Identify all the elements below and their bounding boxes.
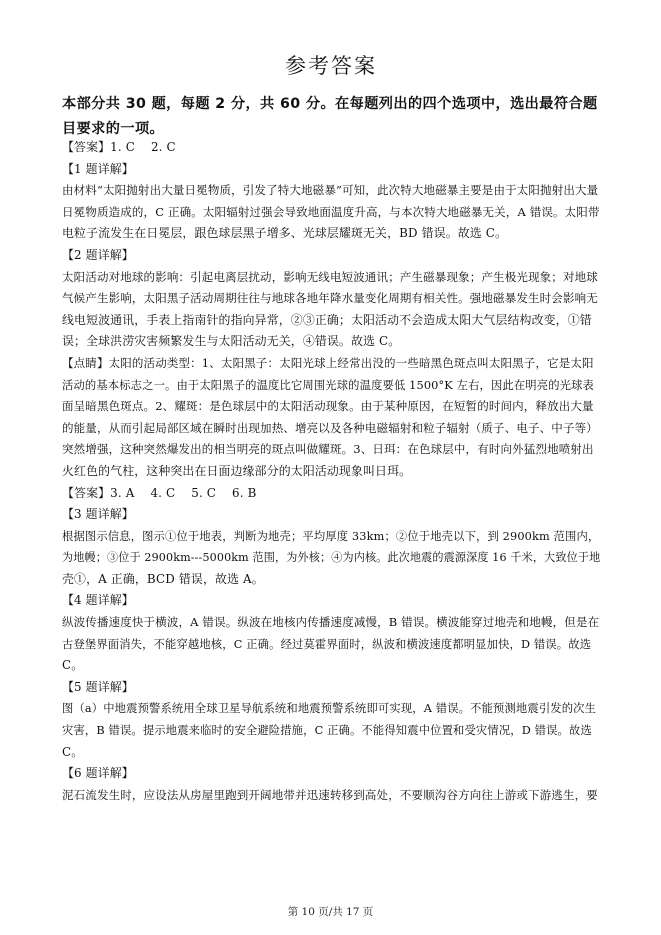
text-line: 【6 题详解】 [62, 766, 134, 781]
text-line: 【点睛】太阳的活动类型：1、太阳黑子：太阳光球上经常出没的一些暗黑色斑点叫太阳黑子，它是太阳 [62, 355, 594, 370]
text-line: 【1 题详解】 [62, 161, 134, 176]
text-line: 日冕物质造成的，C 正确。太阳辐射过强会导致地面温度升高，与本次特大地磁暴无关，A 错误。太阳带 [62, 204, 600, 219]
text-line: 电粒子流发生在日冕层，跟色球层黑子增多、光球层耀斑无关，BD 错误。故选 C。 [62, 226, 508, 241]
page-title: 参考答案 [285, 54, 377, 78]
text-line: 图（a）中地震预警系统用全球卫星导航系统和地震预警系统即可实现，A 错误。不能预测地震引发的次生 [62, 702, 597, 716]
text-line: 的能量，从而引起局部区域在瞬时出现加热、增亮以及各种电磁辐射和粒子辐射（质子、电子、中子等） [62, 420, 598, 435]
text-line: 气候产生影响，太阳黑子活动周期往往与地球各地年降水量变化周期有相关性。强地磁暴发生时会影响无 [62, 291, 598, 306]
text-line: 纵波传播速度快于横波，A 错误。纵波在地核内传播速度减慢，B 错误。横波能穿过地壳和地幔，但是在 [62, 615, 600, 630]
text-line: 【3 题详解】 [62, 507, 134, 522]
text-line: 古登堡界面消失，不能穿越地核，C 正确。经过莫霍界面时，纵波和横波速度都明显加快，D 错误。故选 [62, 637, 592, 651]
text-line: 泥石流发生时，应设法从房屋里跑到开阔地带并迅速转移到高处，不要顺沟谷方向往上游或下游逃生，要 [62, 787, 598, 802]
text-line: 太阳活动对地球的影响：引起电离层扰动，影响无线电短波通讯；产生磁暴现象；产生极光现象；对地球 [62, 269, 598, 284]
text-line: 【4 题详解】 [62, 593, 134, 608]
answer-content [62, 137, 600, 806]
text-line: 面呈暗黑色斑点。2、耀斑：是色球层中的太阳活动现象。由于某种原因，在短暂的时间内，释放出大量 [62, 399, 594, 414]
section-intro: 本部分共 30 题，每题 2 分，共 60 分。在每题列出的四个选项中，选出最符合题目要求的一项。 [62, 96, 598, 137]
page-footer: 第 10 页/共 17 页 [287, 906, 374, 918]
text-line: 突然增强，这种突然爆发出的相当明亮的斑点叫做耀斑。3、日珥：在色球层中，有时向外猛烈地喷射出 [62, 442, 594, 457]
text-line: 壳①，A 正确，BCD 错误，故选 A。 [62, 571, 264, 586]
text-line: 灾害，B 错误。提示地震来临时的安全避险措施，C 正确。不能得知震中位置和受灾情况，D 错误。故选 [62, 724, 592, 738]
text-line: 线电短波通讯，手表上指南针的指向异常，②③正确；太阳活动不会造成太阳大气层结构改变，①错 [62, 312, 592, 327]
text-line: C。 [62, 744, 84, 759]
text-line: 根据图示信息，图示①位于地表，判断为地壳；平均厚度 33km；②位于地壳以下，到 2900km 范围内， [62, 529, 600, 543]
text-line: 火红色的气柱，这种突出在日面边缘部分的太阳活动现象叫日珥。 [62, 463, 412, 478]
text-line: 【答案】1. C 2. C [62, 140, 176, 154]
text-line: 【答案】3. A 4. C 5. C 6. B [62, 485, 257, 500]
text-line: C。 [62, 658, 84, 673]
text-line: 【5 题详解】 [62, 679, 134, 694]
text-line: 为地幔；③位于 2900km---5000km 范围，为外核；④为内核。此次地震的震源深度 16 千米，大致位于地 [62, 551, 600, 565]
text-line: 误；全球洪涝灾害频繁发生与太阳活动无关，④错误。故选 C。 [62, 334, 401, 349]
text-line: 活动的基本标志之一。由于太阳黑子的温度比它周围光球的温度要低 1500°K 左右，因此在明亮的光球表 [62, 378, 594, 392]
text-line: 由材料“太阳抛射出大量日冕物质，引发了特大地磁暴”可知，此次特大地磁暴主要是由于太阳抛射出大量 [62, 183, 599, 198]
text-line: 【2 题详解】 [62, 247, 134, 262]
